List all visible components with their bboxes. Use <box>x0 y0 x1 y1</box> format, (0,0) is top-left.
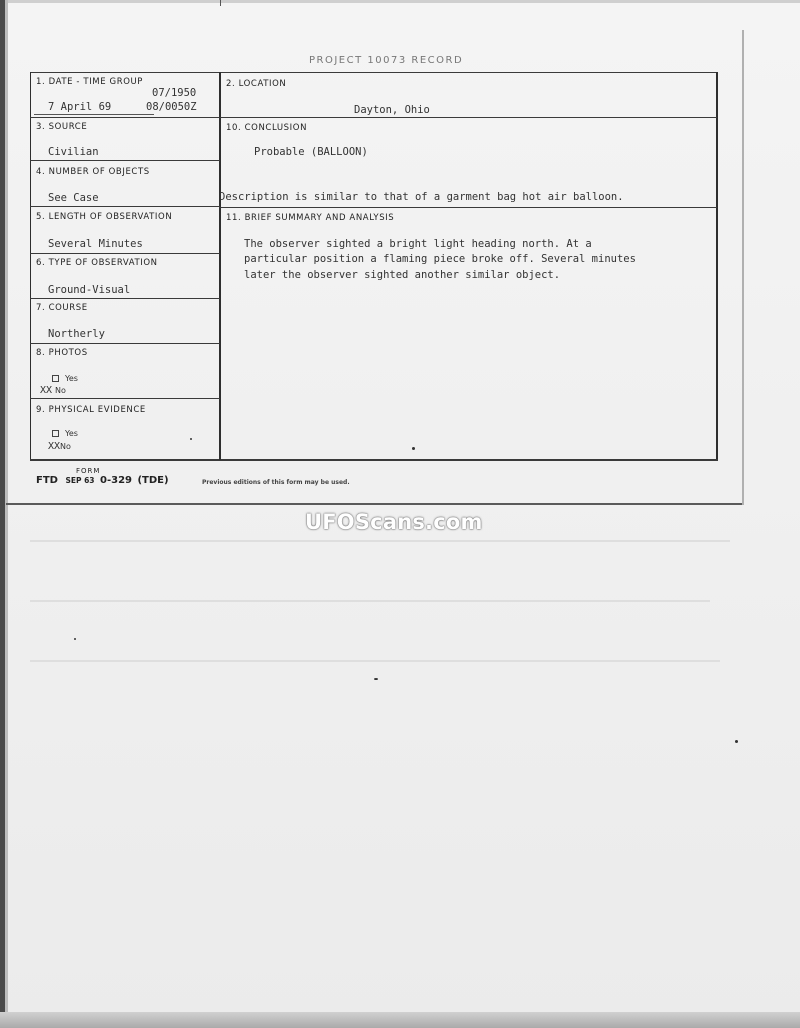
course-value: Northerly <box>48 328 105 340</box>
form-number: 0-329 <box>100 475 132 486</box>
right-divider-conclusion <box>219 117 717 118</box>
form-bottom-border <box>30 459 718 461</box>
row-divider-1 <box>30 117 220 118</box>
show-through-line-1 <box>30 540 730 542</box>
row-divider-7 <box>30 343 220 344</box>
photos-yes-option <box>52 374 78 383</box>
card-right-edge <box>742 30 744 505</box>
form-org: (TDE) <box>137 475 169 486</box>
summary-line-3: later the observer sighted another similar object. <box>244 269 561 281</box>
type-of-observation-value: Ground-Visual <box>48 284 131 296</box>
photos-no-label: No <box>55 386 66 395</box>
photos-yes-checkbox <box>52 375 59 382</box>
form-prefix: FTD <box>36 475 58 486</box>
photos-yes-label: Yes <box>65 374 78 383</box>
conclusion-label: 10. CONCLUSION <box>226 123 308 133</box>
type-of-observation-label: 6. TYPE OF OBSERVATION <box>36 258 158 268</box>
number-of-objects-value: See Case <box>48 192 99 204</box>
scan-edge-top <box>0 0 800 3</box>
evidence-no-option <box>48 441 71 452</box>
row-divider-5 <box>30 253 220 254</box>
date-value: 7 April 69 <box>48 101 112 113</box>
source-value: Civilian <box>48 146 99 158</box>
physical-evidence-label: 9. PHYSICAL EVIDENCE <box>36 405 146 415</box>
evidence-no-mark: XX <box>48 441 61 452</box>
form-id <box>36 475 169 486</box>
form-word: FORM <box>76 467 101 475</box>
time-local-value: 07/1950 <box>152 87 197 99</box>
summary-line-1: The observer sighted a bright light heading north. At a <box>244 238 592 250</box>
watermark: UFOScans.com <box>305 510 483 534</box>
photos-label: 8. PHOTOS <box>36 348 88 358</box>
speck-3 <box>374 678 378 680</box>
form-left-border <box>30 72 31 460</box>
speck-1 <box>412 447 415 450</box>
form-title: PROJECT 10073 RECORD <box>309 55 464 66</box>
card-bottom-edge <box>6 503 744 505</box>
time-z-value: 08/0050Z <box>146 101 197 113</box>
photos-no-mark: XX <box>40 385 53 396</box>
length-of-observation-value: Several Minutes <box>48 238 143 250</box>
date-time-label: 1. DATE - TIME GROUP <box>36 77 144 87</box>
row-divider-8 <box>30 398 220 399</box>
row-divider-4 <box>30 206 220 207</box>
scan-edge-left-inner <box>5 0 8 1028</box>
conclusion-description: Description is similar to that of a garment bag hot air balloon. <box>219 191 624 203</box>
number-of-objects-label: 4. NUMBER OF OBJECTS <box>36 167 150 177</box>
summary-label: 11. BRIEF SUMMARY AND ANALYSIS <box>226 213 395 223</box>
row-divider-6 <box>30 298 220 299</box>
summary-line-2: particular position a flaming piece broke off. Several minutes <box>244 253 636 265</box>
form-column-divider <box>219 72 221 460</box>
scan-tab-mark <box>220 0 221 6</box>
scan-edge-bottom <box>0 1012 800 1028</box>
location-value: Dayton, Ohio <box>354 104 430 116</box>
show-through-line-3 <box>30 660 720 662</box>
right-divider-summary <box>219 207 717 208</box>
speck-5 <box>74 638 76 640</box>
course-label: 7. COURSE <box>36 303 88 313</box>
form-right-border <box>716 72 718 460</box>
source-label: 3. SOURCE <box>36 122 88 132</box>
form-date: SEP 63 <box>65 476 95 485</box>
previous-editions-note: Previous editions of this form may be used. <box>202 479 350 486</box>
conclusion-value: Probable (BALLOON) <box>254 146 368 158</box>
photos-no-option <box>40 385 66 396</box>
date-underline <box>34 114 154 115</box>
evidence-yes-option <box>52 429 78 438</box>
length-of-observation-label: 5. LENGTH OF OBSERVATION <box>36 212 173 222</box>
speck-2 <box>190 438 192 440</box>
speck-4 <box>735 740 738 743</box>
show-through-line-2 <box>30 600 710 602</box>
evidence-no-label: No <box>60 442 71 451</box>
evidence-yes-label: Yes <box>65 429 78 438</box>
row-divider-3 <box>30 160 220 161</box>
evidence-yes-checkbox <box>52 430 59 437</box>
form-top-border <box>30 72 718 73</box>
location-label: 2. LOCATION <box>226 79 287 89</box>
